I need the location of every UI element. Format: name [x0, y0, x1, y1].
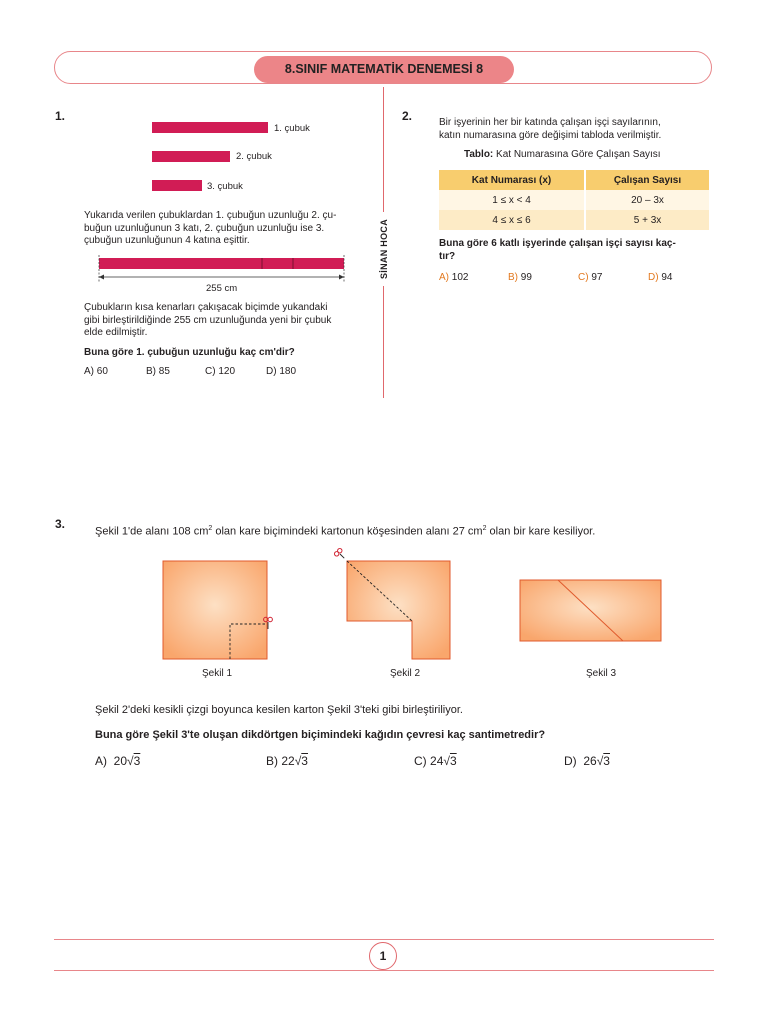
q3-option-a-root: √	[127, 754, 134, 768]
q1-combined-rod-bar	[99, 258, 344, 269]
q1-rod-2-label: 2. çubuk	[236, 151, 272, 162]
q3-option-d-radicand: 3	[603, 754, 610, 768]
q1-option-b[interactable]	[146, 366, 170, 377]
q1-option-a[interactable]	[84, 366, 108, 377]
q2-option-c-letter: C)	[578, 272, 589, 283]
q1-text-2	[84, 302, 374, 340]
column-divider-bottom	[383, 286, 384, 398]
q3-option-b-coef: 22	[281, 754, 295, 768]
q1-option-d[interactable]	[266, 366, 296, 377]
q3-option-b-root: √	[294, 754, 302, 768]
q2-table-caption-text: Kat Numarasına Göre Çalışan Sayısı	[493, 149, 661, 160]
q2-option-b-value: 99	[520, 272, 532, 283]
q1-option-d-letter: D)	[266, 366, 277, 377]
q2-option-d[interactable]	[648, 272, 672, 283]
q2-number: 2.	[402, 109, 413, 123]
column-divider-top	[383, 87, 384, 212]
q1-option-b-letter: B)	[146, 366, 156, 377]
q3-option-b-letter: B)	[266, 754, 278, 768]
q3-option-c-coef: 24	[430, 754, 444, 768]
q3-option-a-coef: 20	[113, 754, 128, 768]
q3-figure-2	[334, 548, 450, 659]
q3-figure-1	[163, 561, 272, 659]
q2-table-caption-prefix: Tablo:	[464, 149, 494, 160]
q1-rod-1	[152, 122, 268, 133]
q1-rod-3-label: 3. çubuk	[207, 181, 243, 192]
q2-table-header-floor: Kat Numarası (x)	[439, 170, 585, 190]
q3-figure-2-label: Şekil 2	[390, 668, 421, 679]
q3-number: 3.	[55, 517, 66, 531]
q1-question: Buna göre 1. çubuğun uzunluğu kaç cm'dir?	[84, 347, 295, 358]
q2-option-a-letter: A)	[439, 272, 449, 283]
q3-intro-superscript: 2	[482, 525, 487, 532]
q2-option-d-value: 94	[661, 272, 673, 283]
q2-table-cell: 5 + 3x	[585, 210, 709, 230]
q2-option-b-letter: B)	[508, 272, 518, 283]
q3-option-c-radicand: 3	[449, 754, 457, 768]
q1-option-c[interactable]	[205, 366, 235, 377]
q3-option-c-root: √	[443, 754, 450, 768]
q2-table-cell: 4 ≤ x ≤ 6	[439, 210, 585, 230]
page-title: 8.SINIF MATEMATİK DENEMESİ 8	[254, 56, 514, 83]
q3-option-c[interactable]	[414, 754, 457, 768]
q1-combined-rod	[95, 254, 350, 284]
q1-dim-arrow-left	[99, 275, 104, 280]
q1-text-1	[84, 210, 374, 248]
q3-figure-3	[520, 580, 661, 641]
q2-question-line: tır?	[439, 250, 456, 262]
q3-text: Şekil 2'deki kesikli çizgi boyunca kesilen karton Şekil 3'teki gibi birleştiriliyor.	[95, 704, 463, 716]
q2-option-c[interactable]	[578, 272, 602, 283]
q2-question-line: Buna göre 6 katlı işyerinde çalışan işçi sayısı kaç-	[439, 238, 676, 249]
q3-option-c-letter: C)	[414, 754, 427, 768]
q2-option-b[interactable]	[508, 272, 532, 283]
footer-line-top	[54, 939, 714, 940]
q1-option-c-value: 120	[218, 366, 236, 377]
q1-rod-3	[152, 180, 202, 191]
q2-option-d-letter: D)	[648, 272, 659, 283]
q3-figure-2-shape	[347, 561, 450, 659]
q1-option-d-value: 180	[279, 366, 297, 377]
q3-option-d[interactable]	[564, 754, 610, 768]
q2-table-caption	[464, 149, 661, 162]
q1-rod-1-label: 1. çubuk	[274, 123, 310, 134]
q3-intro-superscript: 2	[208, 525, 213, 532]
q1-number: 1.	[55, 109, 66, 123]
q1-option-c-letter: C)	[205, 366, 216, 377]
q1-rod-2	[152, 151, 230, 162]
q3-figure-1-square	[163, 561, 267, 659]
q1-text-2-line: Çubukların kısa kenarları çakışacak biçimde yukandaki	[84, 302, 328, 313]
q3-intro-part: Şekil 1'de alanı 108 cm	[95, 525, 209, 538]
q3-question: Buna göre Şekil 3'te oluşan dikdörtgen biçimindeki kağıdın çevresi kaç santimetredir?	[95, 729, 546, 741]
q3-intro-part: olan kare biçimindeki kartonun köşesinden alanı 27 cm	[212, 525, 483, 538]
q1-option-a-value: 60	[96, 366, 108, 377]
q2-table-cell: 1 ≤ x < 4	[439, 190, 585, 210]
q1-length-label: 255 cm	[206, 283, 238, 294]
q3-option-d-root: √	[596, 754, 604, 768]
q1-text-2-line: elde edilmiştir.	[84, 327, 148, 338]
q2-option-c-value: 97	[591, 272, 603, 283]
q2-intro	[439, 117, 719, 142]
q2-question	[439, 238, 719, 263]
page-number: 1	[369, 942, 397, 970]
q3-option-a-radicand: 3	[133, 754, 141, 768]
q1-text-1-line: çubuğun uzunluğunun 4 katına eşittir.	[84, 235, 250, 246]
q2-table-cell: 20 – 3x	[585, 190, 709, 210]
q1-option-b-value: 85	[158, 366, 170, 377]
q3-figure-1-label: Şekil 1	[202, 668, 233, 679]
q2-intro-line: katın numarasına göre değişimi tabloda verilmiştir.	[439, 129, 662, 141]
q3-option-b[interactable]	[266, 754, 308, 768]
q2-table-header-workers: Çalışan Sayısı	[585, 170, 709, 190]
side-label-text: SİNAN HOCA	[379, 218, 389, 280]
q1-option-a-letter: A)	[84, 366, 94, 377]
q3-option-a[interactable]	[95, 754, 140, 768]
q3-option-a-letter: A)	[95, 754, 107, 768]
q1-text-2-line: gibi birleştirildiğinde 255 cm uzunluğunda yeni bir çubuk	[84, 314, 332, 326]
q2-option-a-value: 102	[451, 272, 469, 283]
q1-text-1-line: buğun uzunluğunun 3 katı, 2. çubuğun uzunluğu ise 3.	[84, 222, 325, 234]
q2-intro-line: Bir işyerinin her bir katında çalışan işçi sayılarının,	[439, 117, 661, 128]
q3-option-b-radicand: 3	[301, 754, 308, 768]
q3-option-d-coef: 26	[583, 754, 597, 768]
q1-dim-arrow-right	[339, 275, 344, 280]
footer-line-bottom	[54, 970, 714, 971]
q3-option-d-letter: D)	[564, 754, 577, 768]
q3-figures	[150, 540, 670, 665]
q2-option-a[interactable]	[439, 272, 468, 283]
q2-table	[439, 170, 709, 230]
scissors-icon	[334, 548, 348, 562]
q3-intro	[95, 525, 595, 538]
q3-figure-3-label: Şekil 3	[586, 668, 617, 679]
q3-intro-part: olan bir kare kesiliyor.	[486, 525, 596, 538]
q1-text-1-line: Yukarıda verilen çubuklardan 1. çubuğun uzunluğu 2. çu-	[84, 210, 337, 221]
